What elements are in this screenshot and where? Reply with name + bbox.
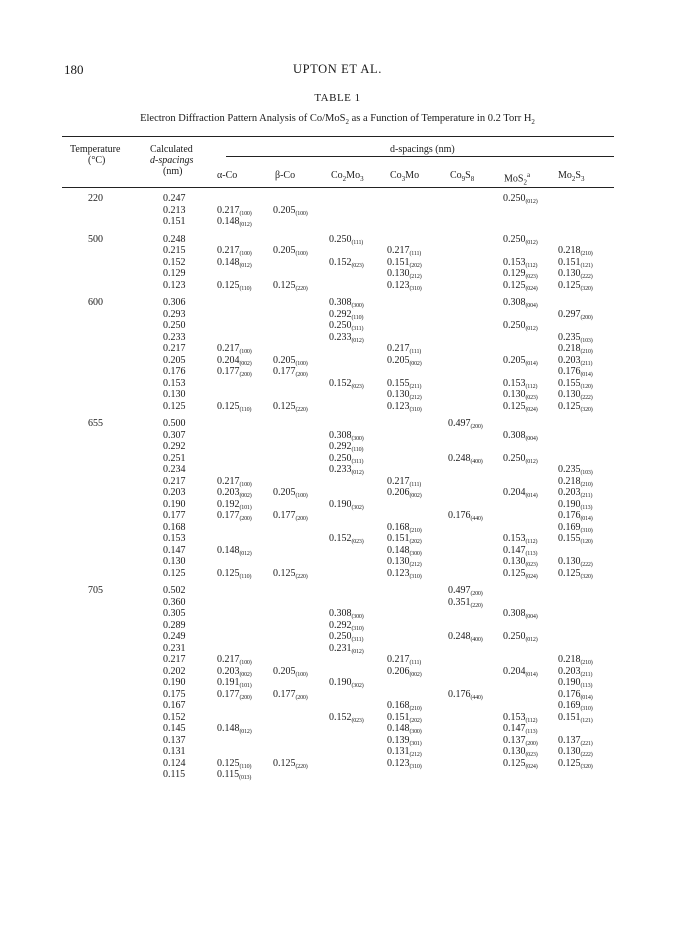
d-spacing-cell: $0.191_{(101)}$: [217, 677, 252, 689]
d-spacing-cell: $0.169_{(310)}$: [558, 521, 593, 534]
d-spacing-cell: $0.235_{(103)}$: [558, 331, 593, 344]
d-spacing-cell: $0.176_{(014)}$: [558, 510, 593, 522]
d-spacing-cell: $0.125_{(220)}$: [273, 279, 308, 292]
d-spacing-cell: $0.125_{(024)}$: [503, 757, 538, 770]
d-spacing-cell: $0.152_{(023)}$: [329, 533, 364, 545]
d-spacing-cell: $0.292_{(110)}$: [329, 441, 364, 453]
d-spacing-cell: $0.125_{(024)}$: [503, 400, 538, 413]
d-spacing-cell: $0.190_{(113)}$: [558, 498, 593, 511]
calculated-d-spacing: 0.137: [163, 734, 186, 746]
calculated-d-spacing: 0.115: [163, 769, 186, 780]
calculated-d-spacing: 0.306: [163, 297, 186, 308]
column-header: $Co_2Mo_3$: [331, 170, 364, 183]
d-spacing-cell: $0.148_{(012)}$: [217, 544, 252, 557]
d-spacing-cell: $0.205_{(100)}$: [273, 354, 308, 367]
dspacing-span-rule: [226, 156, 614, 157]
header-bottom-rule: [62, 187, 614, 188]
calculated-d-spacing: 0.152: [163, 256, 186, 268]
d-spacing-cell: $0.177_{(200)}$: [273, 688, 308, 701]
d-spacing-cell: $0.152_{(023)}$: [329, 256, 364, 269]
d-spacing-cell: $0.297_{(200)}$: [558, 308, 593, 321]
temperature-value: 705: [88, 585, 103, 596]
calculated-d-spacing: 0.289: [163, 619, 186, 631]
calculated-d-spacing: 0.202: [163, 665, 186, 677]
calculated-d-spacing: 0.125: [163, 400, 186, 412]
d-spacing-cell: $0.168_{(210)}$: [387, 521, 422, 534]
calculated-d-spacing: 0.153: [163, 377, 186, 389]
calculated-d-spacing: 0.251: [163, 452, 186, 464]
d-spacing-cell: $0.292_{(110)}$: [329, 308, 364, 321]
calculated-d-spacing: 0.360: [163, 596, 186, 608]
d-spacing-cell: $0.125_{(024)}$: [503, 279, 538, 292]
d-spacing-cell: $0.308_{(004)}$: [503, 608, 538, 620]
calculated-d-spacing: 0.215: [163, 245, 186, 256]
d-spacing-cell: $0.206_{(002)}$: [387, 487, 422, 499]
d-spacing-cell: $0.190_{(302)}$: [329, 677, 364, 689]
caption-text-2: as a Function of Temperature in 0.2 Torr H: [348, 113, 532, 124]
d-spacing-cell: $0.125_{(220)}$: [273, 400, 308, 413]
d-spacing-cell: $0.153_{(112)}$: [503, 256, 538, 269]
running-head: UPTON ET AL.: [292, 62, 383, 76]
calculated-d-spacing: 0.502: [163, 585, 186, 596]
d-spacing-cell: $0.217_{(100)}$: [217, 475, 252, 488]
d-spacing-cell: $0.129_{(023)}$: [503, 268, 538, 280]
d-spacing-cell: $0.308_{(004)}$: [503, 429, 538, 442]
calculated-d-spacing: 0.190: [163, 498, 186, 510]
d-spacing-cell: $0.206_{(002)}$: [387, 665, 422, 678]
calculated-d-spacing: 0.176: [163, 366, 186, 377]
d-spacing-cell: $0.123_{(310)}$: [387, 567, 422, 580]
d-spacing-cell: $0.250_{(311)}$: [329, 320, 364, 332]
d-spacing-cell: $0.235_{(103)}$: [558, 464, 593, 476]
d-spacing-cell: $0.148_{(300)}$: [387, 544, 422, 557]
d-spacing-cell: $0.190_{(113)}$: [558, 677, 593, 689]
d-spacing-cell: $0.204_{(014)}$: [503, 487, 538, 499]
column-header: MoS$_2^a$: [504, 171, 531, 187]
d-spacing-cell: $0.250_{(012)}$: [503, 631, 538, 643]
d-spacing-cell: $0.123_{(310)}$: [387, 279, 422, 292]
calculated-d-spacing: 0.190: [163, 677, 186, 688]
column-header: $Mo_2S_3$: [558, 170, 585, 183]
d-spacing-cell: $0.152_{(023)}$: [329, 377, 364, 390]
calculated-d-spacing: 0.293: [163, 308, 186, 320]
d-spacing-cell: $0.155_{(211)}$: [387, 377, 422, 390]
calculated-d-spacing: 0.145: [163, 723, 186, 734]
calculated-d-spacing: 0.292: [163, 441, 186, 452]
d-spacing-cell: $0.250_{(311)}$: [329, 631, 364, 643]
d-spacing-cell: $0.308_{(004)}$: [503, 297, 538, 309]
calculated-d-spacing: 0.234: [163, 464, 186, 475]
dspacings-header: d-spacings (nm): [390, 144, 455, 155]
d-spacing-cell: $0.148_{(012)}$: [217, 216, 252, 228]
temperature-value: 655: [88, 418, 103, 429]
column-header: $Co_3Mo$: [390, 170, 420, 183]
table-label: TABLE 1: [314, 92, 361, 104]
d-spacing-cell: $0.177_{(200)}$: [217, 510, 252, 522]
d-spacing-cell: $0.308_{(300)}$: [329, 297, 364, 309]
d-spacing-cell: $0.177_{(200)}$: [273, 510, 308, 522]
d-spacing-cell: $0.248_{(400)}$: [448, 452, 483, 465]
calculated-d-spacing: 0.217: [163, 654, 186, 665]
d-spacing-cell: $0.217_{(100)}$: [217, 343, 252, 355]
d-spacing-cell: $0.250_{(012)}$: [503, 193, 538, 205]
calculated-d-spacing: 0.130: [163, 389, 186, 400]
calculated-d-spacing: 0.123: [163, 279, 186, 291]
d-spacing-cell: $0.203_{(002)}$: [217, 487, 252, 499]
d-spacing-cell: $0.125_{(024)}$: [503, 567, 538, 580]
calculated-d-spacing: 0.203: [163, 487, 186, 498]
d-spacing-cell: $0.176_{(440)}$: [448, 510, 483, 522]
d-spacing-cell: $0.218_{(210)}$: [558, 245, 593, 257]
d-spacing-cell: $0.130_{(222)}$: [558, 268, 593, 280]
calculated-d-spacing: 0.231: [163, 642, 186, 654]
calculated-d-spacing: 0.168: [163, 521, 186, 533]
d-spacing-cell: $0.205_{(014)}$: [503, 354, 538, 367]
calculated-d-spacing: 0.151: [163, 216, 186, 227]
d-spacing-cell: $0.205_{(100)}$: [273, 487, 308, 499]
calculated-d-spacing: 0.167: [163, 700, 186, 711]
d-spacing-cell: $0.125_{(320)}$: [558, 567, 593, 580]
d-spacing-cell: $0.168_{(210)}$: [387, 700, 422, 712]
temperature-value: 600: [88, 297, 103, 308]
d-spacing-cell: $0.139_{(301)}$: [387, 734, 422, 747]
d-spacing-cell: $0.203_{(211)}$: [558, 354, 593, 367]
d-spacing-cell: $0.204_{(002)}$: [217, 354, 252, 367]
calculated-d-spacing: 0.175: [163, 688, 186, 700]
d-spacing-cell: $0.130_{(212)}$: [387, 268, 422, 280]
d-spacing-cell: $0.125_{(110)}$: [217, 400, 252, 413]
d-spacing-cell: $0.205_{(100)}$: [273, 665, 308, 678]
calculated-d-spacing: 0.305: [163, 608, 186, 619]
d-spacing-cell: $0.292_{(310)}$: [329, 619, 364, 632]
d-spacing-cell: $0.125_{(320)}$: [558, 279, 593, 292]
d-spacing-cell: $0.308_{(300)}$: [329, 608, 364, 620]
d-spacing-cell: $0.177_{(200)}$: [217, 366, 252, 378]
d-spacing-cell: $0.308_{(300)}$: [329, 429, 364, 442]
d-spacing-cell: $0.130_{(222)}$: [558, 389, 593, 401]
d-spacing-cell: $0.203_{(211)}$: [558, 487, 593, 499]
d-spacing-cell: $0.155_{(120)}$: [558, 533, 593, 545]
d-spacing-cell: $0.123_{(310)}$: [387, 400, 422, 413]
d-spacing-cell: $0.217_{(111)}$: [387, 245, 422, 257]
d-spacing-cell: $0.151_{(202)}$: [387, 533, 422, 545]
d-spacing-cell: $0.130_{(023)}$: [503, 389, 538, 401]
d-spacing-cell: $0.125_{(220)}$: [273, 567, 308, 580]
d-spacing-cell: $0.152_{(023)}$: [329, 711, 364, 724]
d-spacing-cell: $0.250_{(012)}$: [503, 320, 538, 332]
d-spacing-cell: $0.233_{(012)}$: [329, 331, 364, 344]
d-spacing-cell: $0.151_{(121)}$: [558, 256, 593, 269]
d-spacing-cell: $0.203_{(002)}$: [217, 665, 252, 678]
calculated-d-spacing: 0.153: [163, 533, 186, 544]
d-spacing-cell: $0.125_{(320)}$: [558, 400, 593, 413]
calculated-d-spacing: 0.131: [163, 746, 186, 757]
calculated-d-spacing: 0.125: [163, 567, 186, 579]
calculated-d-spacing: 0.213: [163, 204, 186, 216]
calculated-d-spacing: 0.205: [163, 354, 186, 366]
d-spacing-cell: $0.250_{(111)}$: [329, 233, 364, 246]
d-spacing-cell: $0.125_{(220)}$: [273, 757, 308, 770]
table-caption: [0, 113, 675, 126]
d-spacing-cell: $0.130_{(023)}$: [503, 746, 538, 758]
d-spacing-cell: $0.130_{(212)}$: [387, 556, 422, 568]
d-spacing-cell: $0.218_{(210)}$: [558, 475, 593, 488]
calculated-header-line-1: Calculated: [150, 144, 193, 155]
d-spacing-cell: $0.205_{(100)}$: [273, 245, 308, 257]
calculated-d-spacing: 0.250: [163, 320, 186, 331]
calculated-header-line-3: (nm): [163, 166, 183, 177]
d-spacing-cell: $0.192_{(101)}$: [217, 498, 252, 511]
calculated-d-spacing: 0.147: [163, 544, 186, 556]
d-spacing-cell: $0.148_{(300)}$: [387, 723, 422, 735]
d-spacing-cell: $0.176_{(014)}$: [558, 366, 593, 378]
d-spacing-cell: $0.147_{(113)}$: [503, 723, 538, 735]
d-spacing-cell: $0.231_{(012)}$: [329, 642, 364, 655]
d-spacing-cell: $0.217_{(111)}$: [387, 475, 422, 488]
d-spacing-cell: $0.130_{(212)}$: [387, 389, 422, 401]
temperature-value: 220: [88, 193, 103, 204]
d-spacing-cell: $0.497_{(200)}$: [448, 418, 483, 430]
d-spacing-cell: $0.250_{(311)}$: [329, 452, 364, 465]
d-spacing-cell: $0.233_{(012)}$: [329, 464, 364, 476]
calculated-d-spacing: 0.217: [163, 343, 186, 354]
d-spacing-cell: $0.205_{(002)}$: [387, 354, 422, 367]
d-spacing-cell: $0.137_{(200)}$: [503, 734, 538, 747]
d-spacing-cell: $0.131_{(212)}$: [387, 746, 422, 758]
d-spacing-cell: $0.153_{(112)}$: [503, 711, 538, 724]
d-spacing-cell: $0.153_{(112)}$: [503, 377, 538, 390]
calculated-header-line-2: d-spacings: [150, 155, 194, 166]
calculated-d-spacing: 0.177: [163, 510, 186, 521]
d-spacing-cell: $0.153_{(112)}$: [503, 533, 538, 545]
d-spacing-cell: $0.351_{(220)}$: [448, 596, 483, 609]
d-spacing-cell: $0.190_{(302)}$: [329, 498, 364, 511]
caption-sub-2: 2: [531, 118, 535, 127]
caption-text-1: Electron Diffraction Pattern Analysis of Co/MoS: [140, 113, 346, 124]
column-header: β-Co: [275, 170, 296, 181]
d-spacing-cell: $0.204_{(014)}$: [503, 665, 538, 678]
d-spacing-cell: $0.125_{(110)}$: [217, 279, 252, 292]
temperature-header-line-1: Temperature: [70, 144, 121, 155]
d-spacing-cell: $0.217_{(100)}$: [217, 654, 252, 666]
d-spacing-cell: $0.177_{(200)}$: [217, 688, 252, 701]
d-spacing-cell: $0.217_{(111)}$: [387, 654, 422, 666]
caption-sub-1: 2: [345, 118, 349, 127]
calculated-d-spacing: 0.129: [163, 268, 186, 279]
calculated-d-spacing: 0.247: [163, 193, 186, 204]
d-spacing-cell: $0.147_{(113)}$: [503, 544, 538, 557]
d-spacing-cell: $0.125_{(110)}$: [217, 757, 252, 770]
d-spacing-cell: $0.137_{(221)}$: [558, 734, 593, 747]
calculated-d-spacing: 0.130: [163, 556, 186, 567]
calculated-d-spacing: 0.217: [163, 475, 186, 487]
d-spacing-cell: $0.125_{(320)}$: [558, 757, 593, 770]
calculated-d-spacing: 0.124: [163, 757, 186, 769]
column-header: $Co_9S_8$: [450, 170, 475, 183]
d-spacing-cell: $0.218_{(210)}$: [558, 654, 593, 666]
d-spacing-cell: $0.176_{(014)}$: [558, 688, 593, 701]
d-spacing-cell: $0.169_{(310)}$: [558, 700, 593, 712]
d-spacing-cell: $0.177_{(200)}$: [273, 366, 308, 378]
d-spacing-cell: $0.250_{(012)}$: [503, 233, 538, 246]
calculated-d-spacing: 0.307: [163, 429, 186, 441]
d-spacing-cell: $0.248_{(400)}$: [448, 631, 483, 643]
d-spacing-cell: $0.250_{(012)}$: [503, 452, 538, 465]
calculated-d-spacing: 0.500: [163, 418, 186, 429]
d-spacing-cell: $0.151_{(202)}$: [387, 711, 422, 724]
column-header: α-Co: [217, 170, 238, 181]
d-spacing-cell: $0.205_{(100)}$: [273, 204, 308, 217]
d-spacing-cell: $0.123_{(310)}$: [387, 757, 422, 770]
d-spacing-cell: $0.176_{(440)}$: [448, 688, 483, 701]
d-spacing-cell: $0.217_{(100)}$: [217, 245, 252, 257]
d-spacing-cell: $0.155_{(120)}$: [558, 377, 593, 390]
calculated-d-spacing: 0.249: [163, 631, 186, 642]
d-spacing-cell: $0.125_{(110)}$: [217, 567, 252, 580]
d-spacing-cell: $0.130_{(222)}$: [558, 556, 593, 568]
d-spacing-cell: $0.203_{(211)}$: [558, 665, 593, 678]
temperature-value: 500: [88, 233, 103, 245]
d-spacing-cell: $0.218_{(210)}$: [558, 343, 593, 355]
d-spacing-cell: $0.130_{(023)}$: [503, 556, 538, 568]
table-top-rule: [62, 136, 614, 137]
calculated-d-spacing: 0.152: [163, 711, 186, 723]
d-spacing-cell: $0.148_{(012)}$: [217, 723, 252, 735]
calculated-d-spacing: 0.233: [163, 331, 186, 343]
d-spacing-cell: $0.115_{(013)}$: [217, 769, 252, 781]
d-spacing-cell: $0.217_{(100)}$: [217, 204, 252, 217]
d-spacing-cell: $0.217_{(111)}$: [387, 343, 422, 355]
calculated-d-spacing: 0.248: [163, 233, 186, 245]
d-spacing-cell: $0.130_{(222)}$: [558, 746, 593, 758]
d-spacing-cell: $0.148_{(012)}$: [217, 256, 252, 269]
page-number: 180: [64, 62, 84, 77]
d-spacing-cell: $0.497_{(200)}$: [448, 585, 483, 597]
d-spacing-cell: $0.151_{(202)}$: [387, 256, 422, 269]
d-spacing-cell: $0.151_{(121)}$: [558, 711, 593, 724]
temperature-header-line-2: (°C): [88, 155, 106, 166]
